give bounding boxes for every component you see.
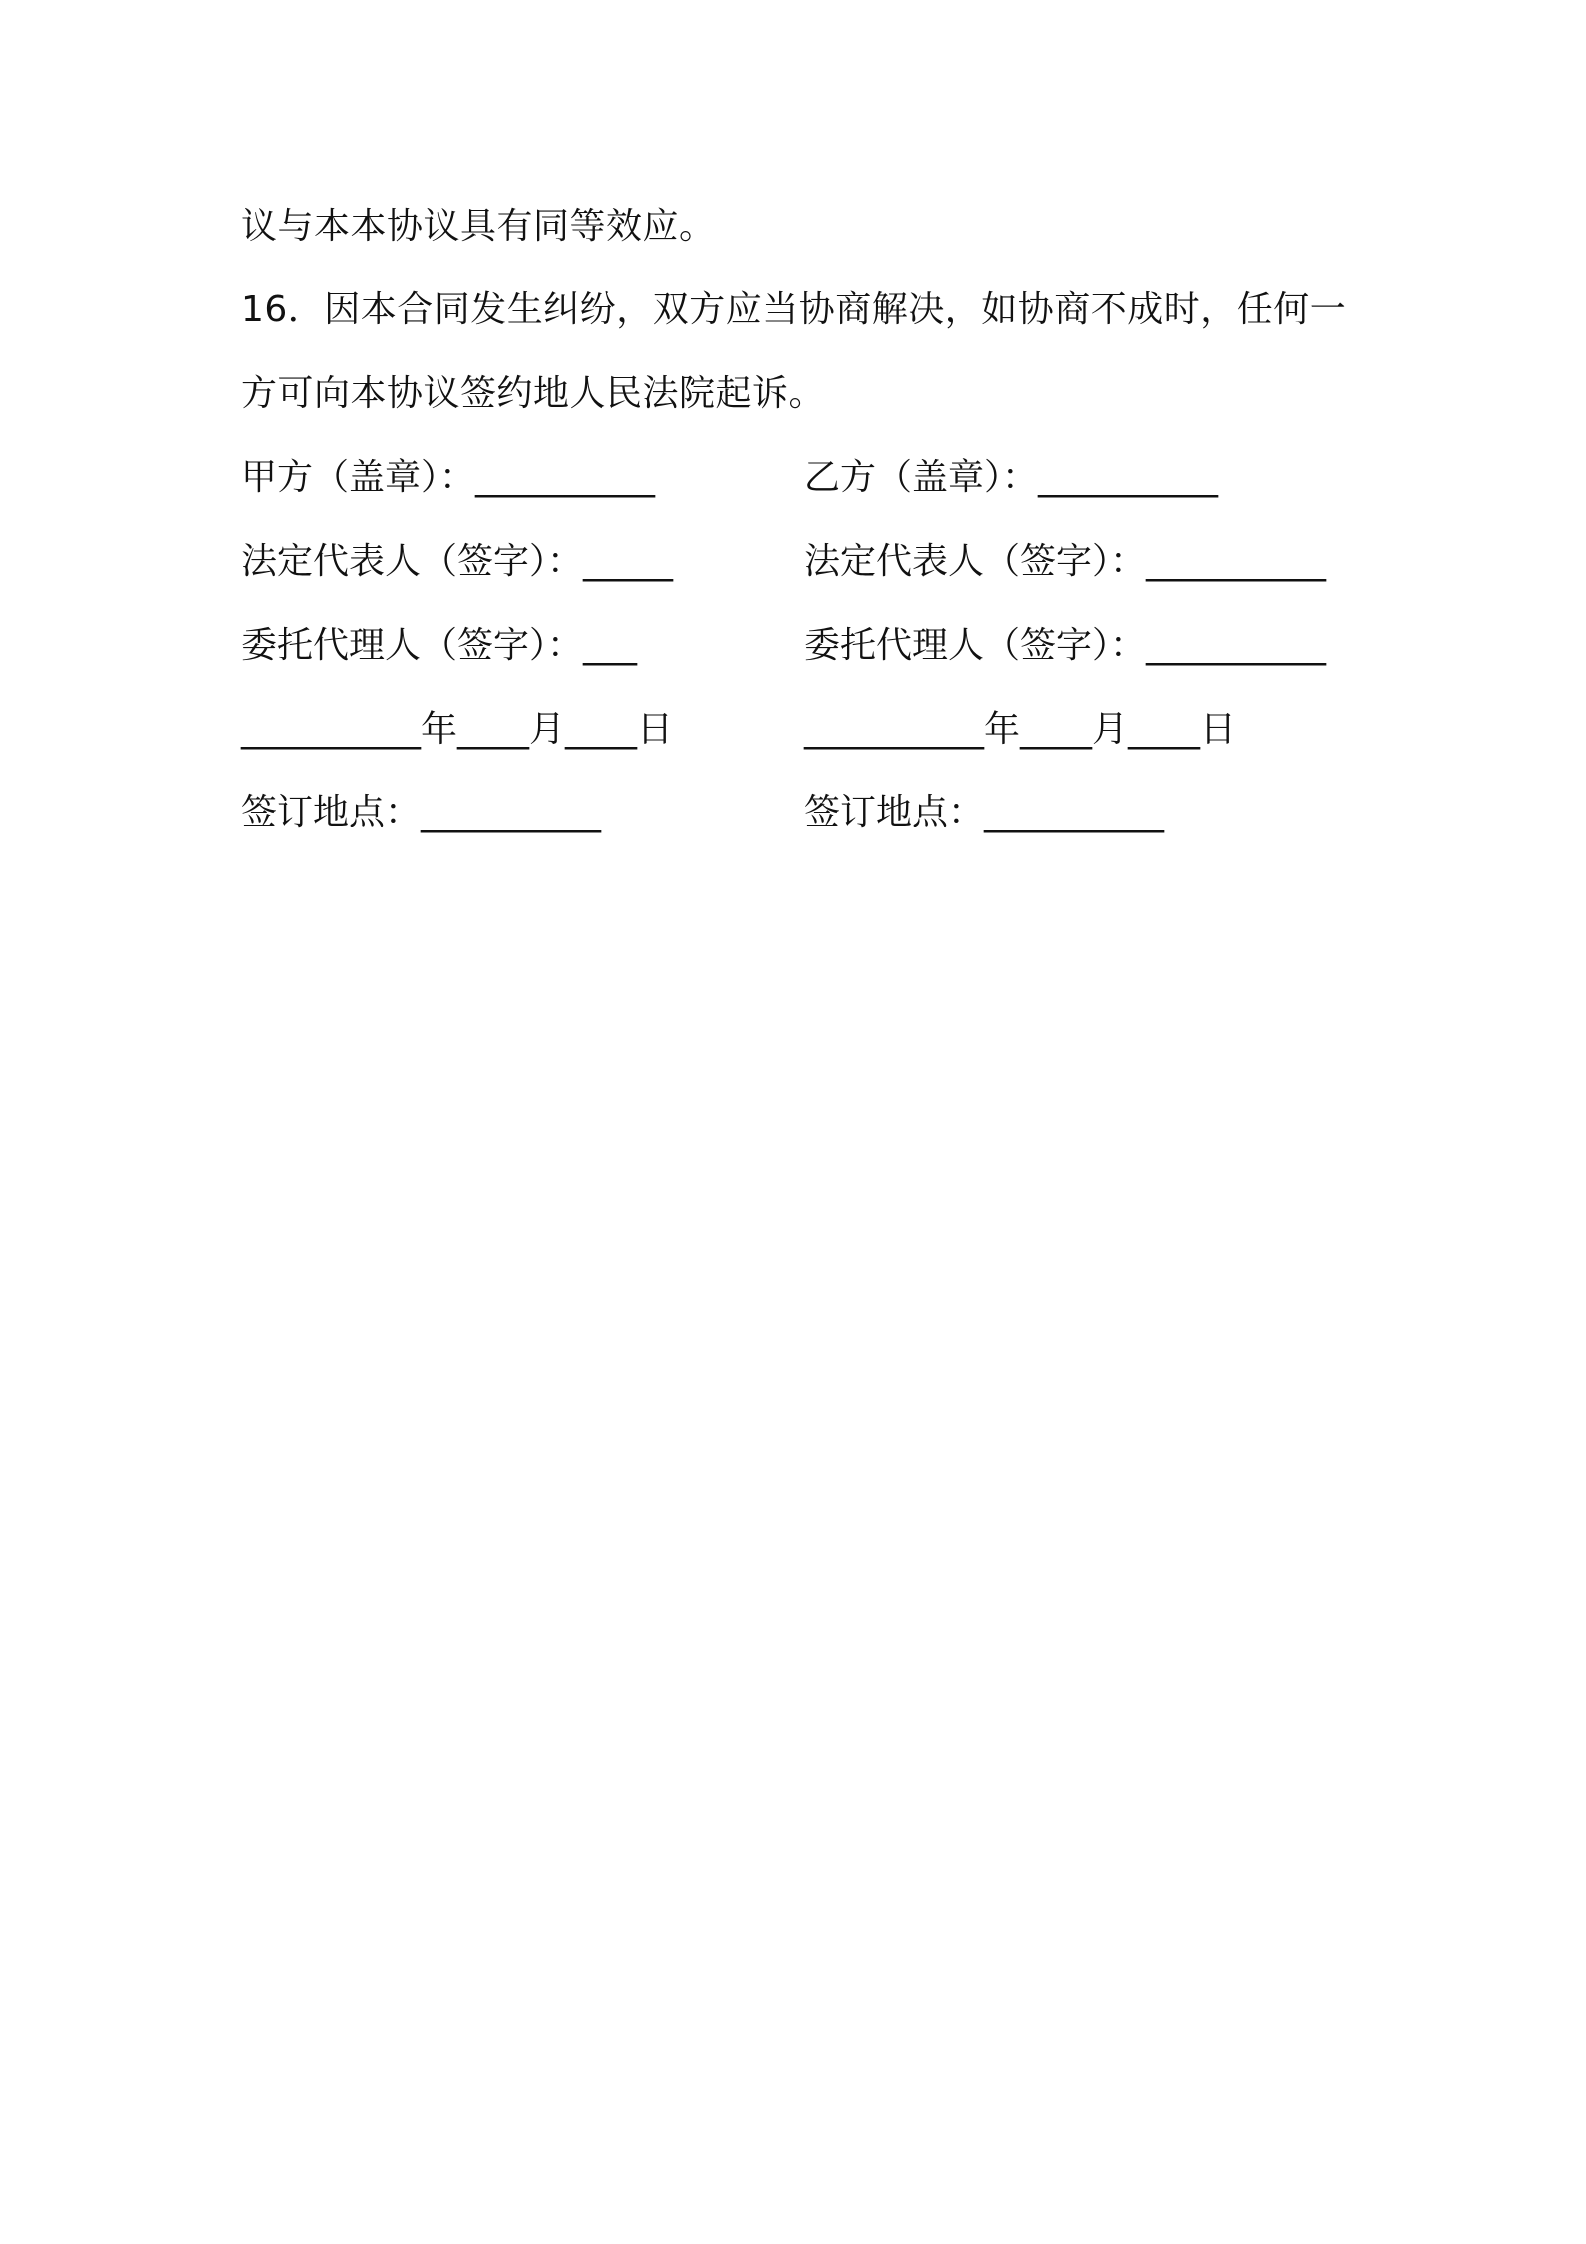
paragraph-continuation: 议与本本协议具有同等效应。 xyxy=(241,206,716,247)
signature-row-authorized-agent xyxy=(241,624,1361,668)
party-b-authorized-agent: 委托代理人（签字）：__________ xyxy=(804,625,1327,666)
party-b-legal-representative: 法定代表人（签字）：__________ xyxy=(804,541,1327,582)
party-b-date: __________年____月____日 xyxy=(804,709,1236,750)
signature-row-legal-representative xyxy=(241,540,1361,584)
signature-row-seal xyxy=(241,456,1361,500)
party-a-legal-representative: 法定代表人（签字）：_____ xyxy=(241,541,674,582)
party-b-seal: 乙方（盖章）：__________ xyxy=(804,457,1219,498)
signature-row-location xyxy=(241,791,1361,835)
party-a-authorized-agent: 委托代理人（签字）：___ xyxy=(241,625,638,666)
party-a-signing-location: 签订地点：__________ xyxy=(241,792,602,833)
clause-16-line-2: 方可向本协议签约地人民法院起诉。 xyxy=(241,373,826,414)
party-b-signing-location: 签订地点：__________ xyxy=(804,792,1165,833)
party-a-seal: 甲方（盖章）：__________ xyxy=(241,457,656,498)
party-a-date: __________年____月____日 xyxy=(241,709,673,750)
clause-16-line-1: 16．因本合同发生纠纷，双方应当协商解决，如协商不成时，任何一 xyxy=(241,289,1347,330)
signature-row-date xyxy=(241,708,1361,752)
